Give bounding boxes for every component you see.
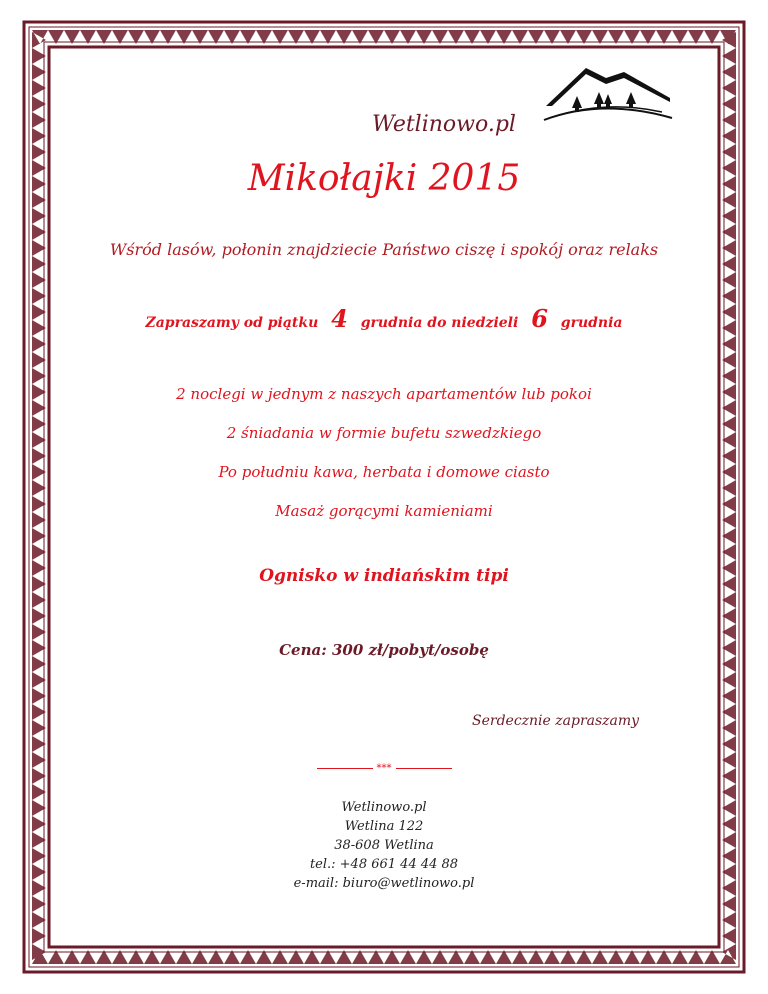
invite-line [0,304,768,333]
footer-name: Wetlinowo.pl [341,800,427,815]
invite-text-1: Zapraszamy od piątku [145,315,319,331]
offer-list [0,382,768,538]
divider [0,763,768,774]
brand-name: Wetlinowo.pl [372,112,516,137]
offer-item: 2 noclegi w jednym z naszych apartamentów lub pokoi [176,385,592,403]
footer-phone: tel.: +48 661 44 44 88 [309,857,459,872]
contact-footer [0,798,768,893]
offer-item: Po południu kawa, herbata i domowe ciasto [218,463,550,481]
divider-stars: *** [376,763,392,774]
page-title: Mikołajki 2015 [247,158,521,199]
footer-email: e-mail: biuro@wetlinowo.pl [293,876,475,891]
offer-item: Masaż gorącymi kamieniami [275,502,493,520]
footer-postal: 38-608 Wetlina [334,838,434,853]
offer-item: 2 śniadania w formie bufetu szwedzkiego [226,424,542,442]
invite-day-start: 4 [331,304,348,333]
event-highlight: Ognisko w indiańskim tipi [259,566,509,586]
footer-address: Wetlina 122 [344,819,424,834]
subtitle: Wśród lasów, połonin znajdziecie Państwo ciszę i spokój oraz relaks [109,240,659,259]
mountain-trees-icon [542,60,674,126]
invite-text-3: grudnia [560,315,623,331]
invite-text-2: grudnia do niedzieli [360,315,519,331]
price: Cena: 300 zł/pobyt/osobę [279,641,489,659]
signoff: Serdecznie zapraszamy [472,713,640,729]
invite-day-end: 6 [531,304,548,333]
